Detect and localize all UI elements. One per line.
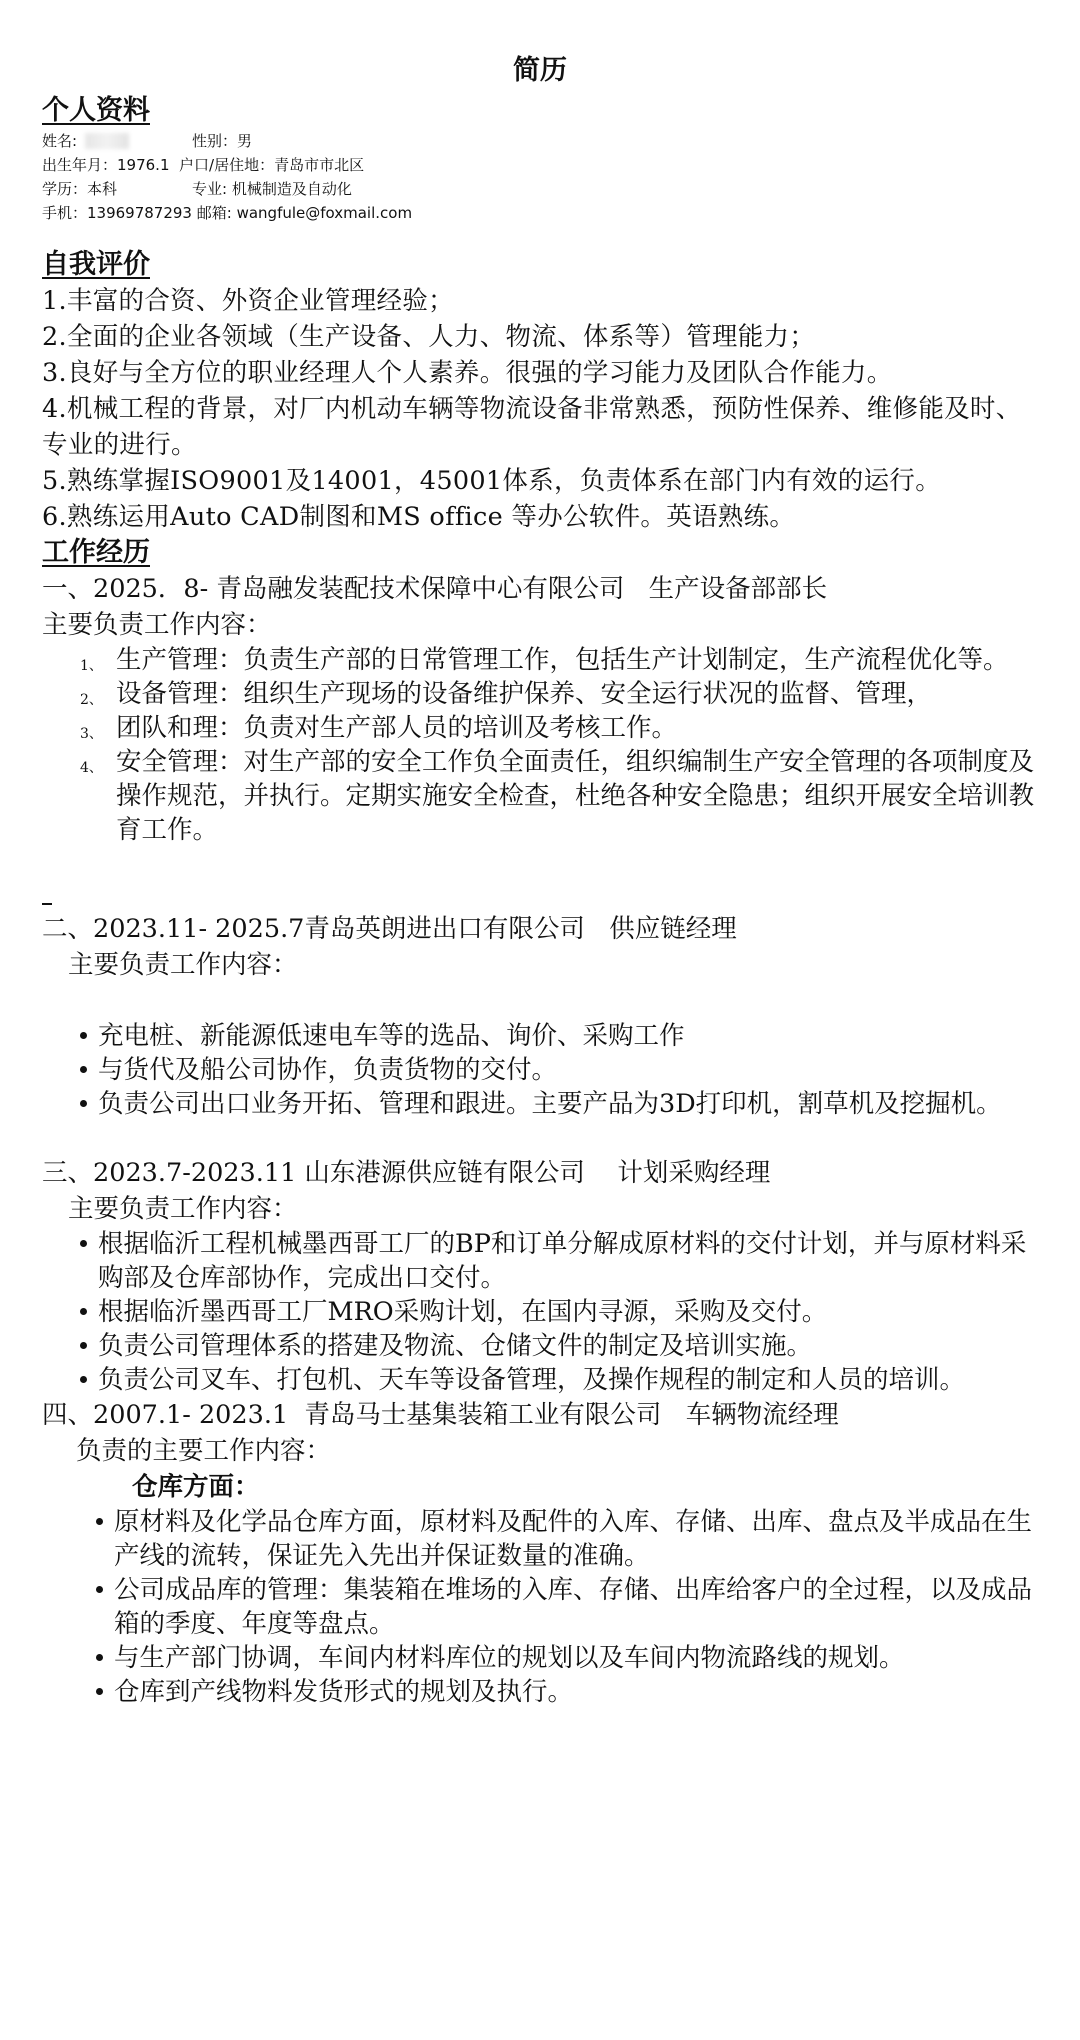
self-eval-item: 6.熟练运用Auto CAD制图和MS office 等办公软件。英语熟练。 — [42, 502, 796, 532]
job2-duties — [42, 1019, 1038, 1121]
bullet-dot — [96, 1688, 103, 1695]
birth-field: 出生年月：1976.1 — [42, 156, 170, 174]
bullet-dot — [80, 1240, 87, 1247]
list-item — [80, 745, 1038, 847]
name-redacted — [85, 133, 129, 149]
self-eval-item: 4.机械工程的背景，对厂内机动车辆等物流设备非常熟悉，预防性保养、维修能及时、专业的进行。 — [42, 394, 1022, 460]
list-item — [80, 643, 1038, 677]
item-text: 安全管理：对生产部的安全工作负全面责任，组织编制生产安全管理的各项制度及操作规范，并执行。定期实施安全检查，杜绝各种安全隐患；组织开展安全培训教育工作。 — [116, 747, 1035, 845]
page-title: 简历 — [513, 55, 567, 86]
item-text: 充电桩、新能源低速电车等的选品、询价、采购工作 — [98, 1021, 685, 1051]
bullet-dot — [80, 1032, 87, 1039]
email-field: 邮箱: wangfule@foxmail.com — [196, 204, 413, 222]
item-text: 仓库到产线物料发货形式的规划及执行。 — [114, 1677, 574, 1707]
self-eval-item: 2.全面的企业各领域（生产设备、人力、物流、体系等）管理能力； — [42, 322, 816, 352]
work-heading: 工作经历 — [42, 537, 150, 568]
bullet-dot — [80, 1066, 87, 1073]
self-eval-item: 1.丰富的合资、外资企业管理经验； — [42, 286, 454, 316]
self-eval-heading: 自我评价 — [42, 249, 150, 280]
list-item — [78, 1363, 1038, 1397]
personal-info — [42, 129, 1038, 225]
stray-mark — [42, 903, 52, 905]
item-number: 1、 — [80, 658, 103, 674]
bullet-dot — [96, 1654, 103, 1661]
item-text: 团队和理：负责对生产部人员的培训及考核工作。 — [116, 713, 678, 743]
bullet-dot — [80, 1376, 87, 1383]
self-eval-item: 5.熟练掌握ISO9001及14001，45001体系，负责体系在部门内有效的运行。 — [42, 466, 942, 496]
major-field: 专业: 机械制造及自动化 — [192, 180, 352, 198]
list-item — [94, 1505, 1038, 1573]
item-text: 与生产部门协调，车间内材料库位的规划以及车间内物流路线的规划。 — [114, 1643, 905, 1673]
item-number: 4、 — [80, 760, 103, 776]
bullet-dot — [80, 1342, 87, 1349]
education-field: 学历：本科 — [42, 180, 118, 198]
item-text: 公司成品库的管理：集装箱在堆场的入库、存储、出库给客户的全过程，以及成品箱的季度、年度等盘点。 — [114, 1575, 1033, 1639]
item-text: 负责公司管理体系的搭建及物流、仓储文件的制定及培训实施。 — [98, 1331, 813, 1361]
name-label: 姓名: — [42, 132, 78, 150]
item-text: 与货代及船公司协作，负责货物的交付。 — [98, 1055, 558, 1085]
job3-duties — [42, 1227, 1038, 1397]
job-header: 一、2025．8- 青岛融发装配技术保障中心有限公司 生产设备部部长 — [42, 574, 828, 604]
bullet-dot — [80, 1100, 87, 1107]
personal-heading: 个人资料 — [42, 95, 150, 126]
list-item — [94, 1573, 1038, 1641]
info-row-2 — [42, 153, 1038, 177]
list-item — [78, 1019, 1038, 1053]
list-item — [94, 1641, 1038, 1675]
list-item — [78, 1053, 1038, 1087]
gender-field: 性别：男 — [192, 132, 253, 150]
bullet-dot — [96, 1586, 103, 1593]
list-item — [78, 1295, 1038, 1329]
job-subheading: 主要负责工作内容： — [42, 610, 272, 640]
job-header: 四、2007.1- 2023.1 青岛马士基集装箱工业有限公司 车辆物流经理 — [42, 1400, 839, 1430]
list-item — [80, 677, 1038, 711]
item-text: 负责公司出口业务开拓、管理和跟进。主要产品为3D打印机，割草机及挖掘机。 — [98, 1089, 1002, 1119]
bullet-dot — [80, 1308, 87, 1315]
list-item — [78, 1087, 1038, 1121]
job-header: 二、2023.11- 2025.7青岛英朗进出口有限公司 供应链经理 — [42, 914, 737, 944]
job-subheading: 主要负责工作内容： — [68, 1194, 298, 1224]
list-item — [78, 1227, 1038, 1295]
item-text: 负责公司叉车、打包机、天车等设备管理，及操作规程的制定和人员的培训。 — [98, 1365, 966, 1395]
info-row-4 — [42, 201, 1038, 225]
bullet-dot — [96, 1518, 103, 1525]
item-text: 原材料及化学品仓库方面，原材料及配件的入库、存储、出库、盘点及半成品在生产线的流转，保证先入先出并保证数量的准确。 — [114, 1507, 1033, 1571]
job-subheading: 负责的主要工作内容： — [76, 1436, 332, 1466]
self-eval-item: 3.良好与全方位的职业经理人个人素养。很强的学习能力及团队合作能力。 — [42, 358, 893, 388]
item-number: 2、 — [80, 692, 103, 708]
info-row-1 — [42, 129, 1038, 153]
area-heading: 仓库方面： — [132, 1472, 260, 1502]
list-item — [78, 1329, 1038, 1363]
job-header: 三、2023.7-2023.11 山东港源供应链有限公司 计划采购经理 — [42, 1158, 771, 1188]
job4-duties — [42, 1505, 1038, 1709]
item-text: 根据临沂工程机械墨西哥工厂的BP和订单分解成原材料的交付计划，并与原材料采购部及仓库部协作，完成出口交付。 — [98, 1229, 1027, 1293]
phone-field: 手机：13969787293 — [42, 204, 192, 222]
item-text: 生产管理：负责生产部的日常管理工作，包括生产计划制定，生产流程优化等。 — [116, 645, 1009, 675]
job-subheading: 主要负责工作内容： — [68, 950, 298, 980]
item-number: 3、 — [80, 726, 103, 742]
list-item — [94, 1675, 1038, 1709]
job1-duties — [42, 643, 1038, 847]
info-row-3 — [42, 177, 1038, 201]
list-item — [80, 711, 1038, 745]
item-text: 根据临沂墨西哥工厂MRO采购计划，在国内寻源，采购及交付。 — [98, 1297, 828, 1327]
hukou-field: 户口/居住地：青岛市市北区 — [179, 156, 365, 174]
item-text: 设备管理：组织生产现场的设备维护保养、安全运行状况的监督、管理， — [116, 679, 933, 709]
